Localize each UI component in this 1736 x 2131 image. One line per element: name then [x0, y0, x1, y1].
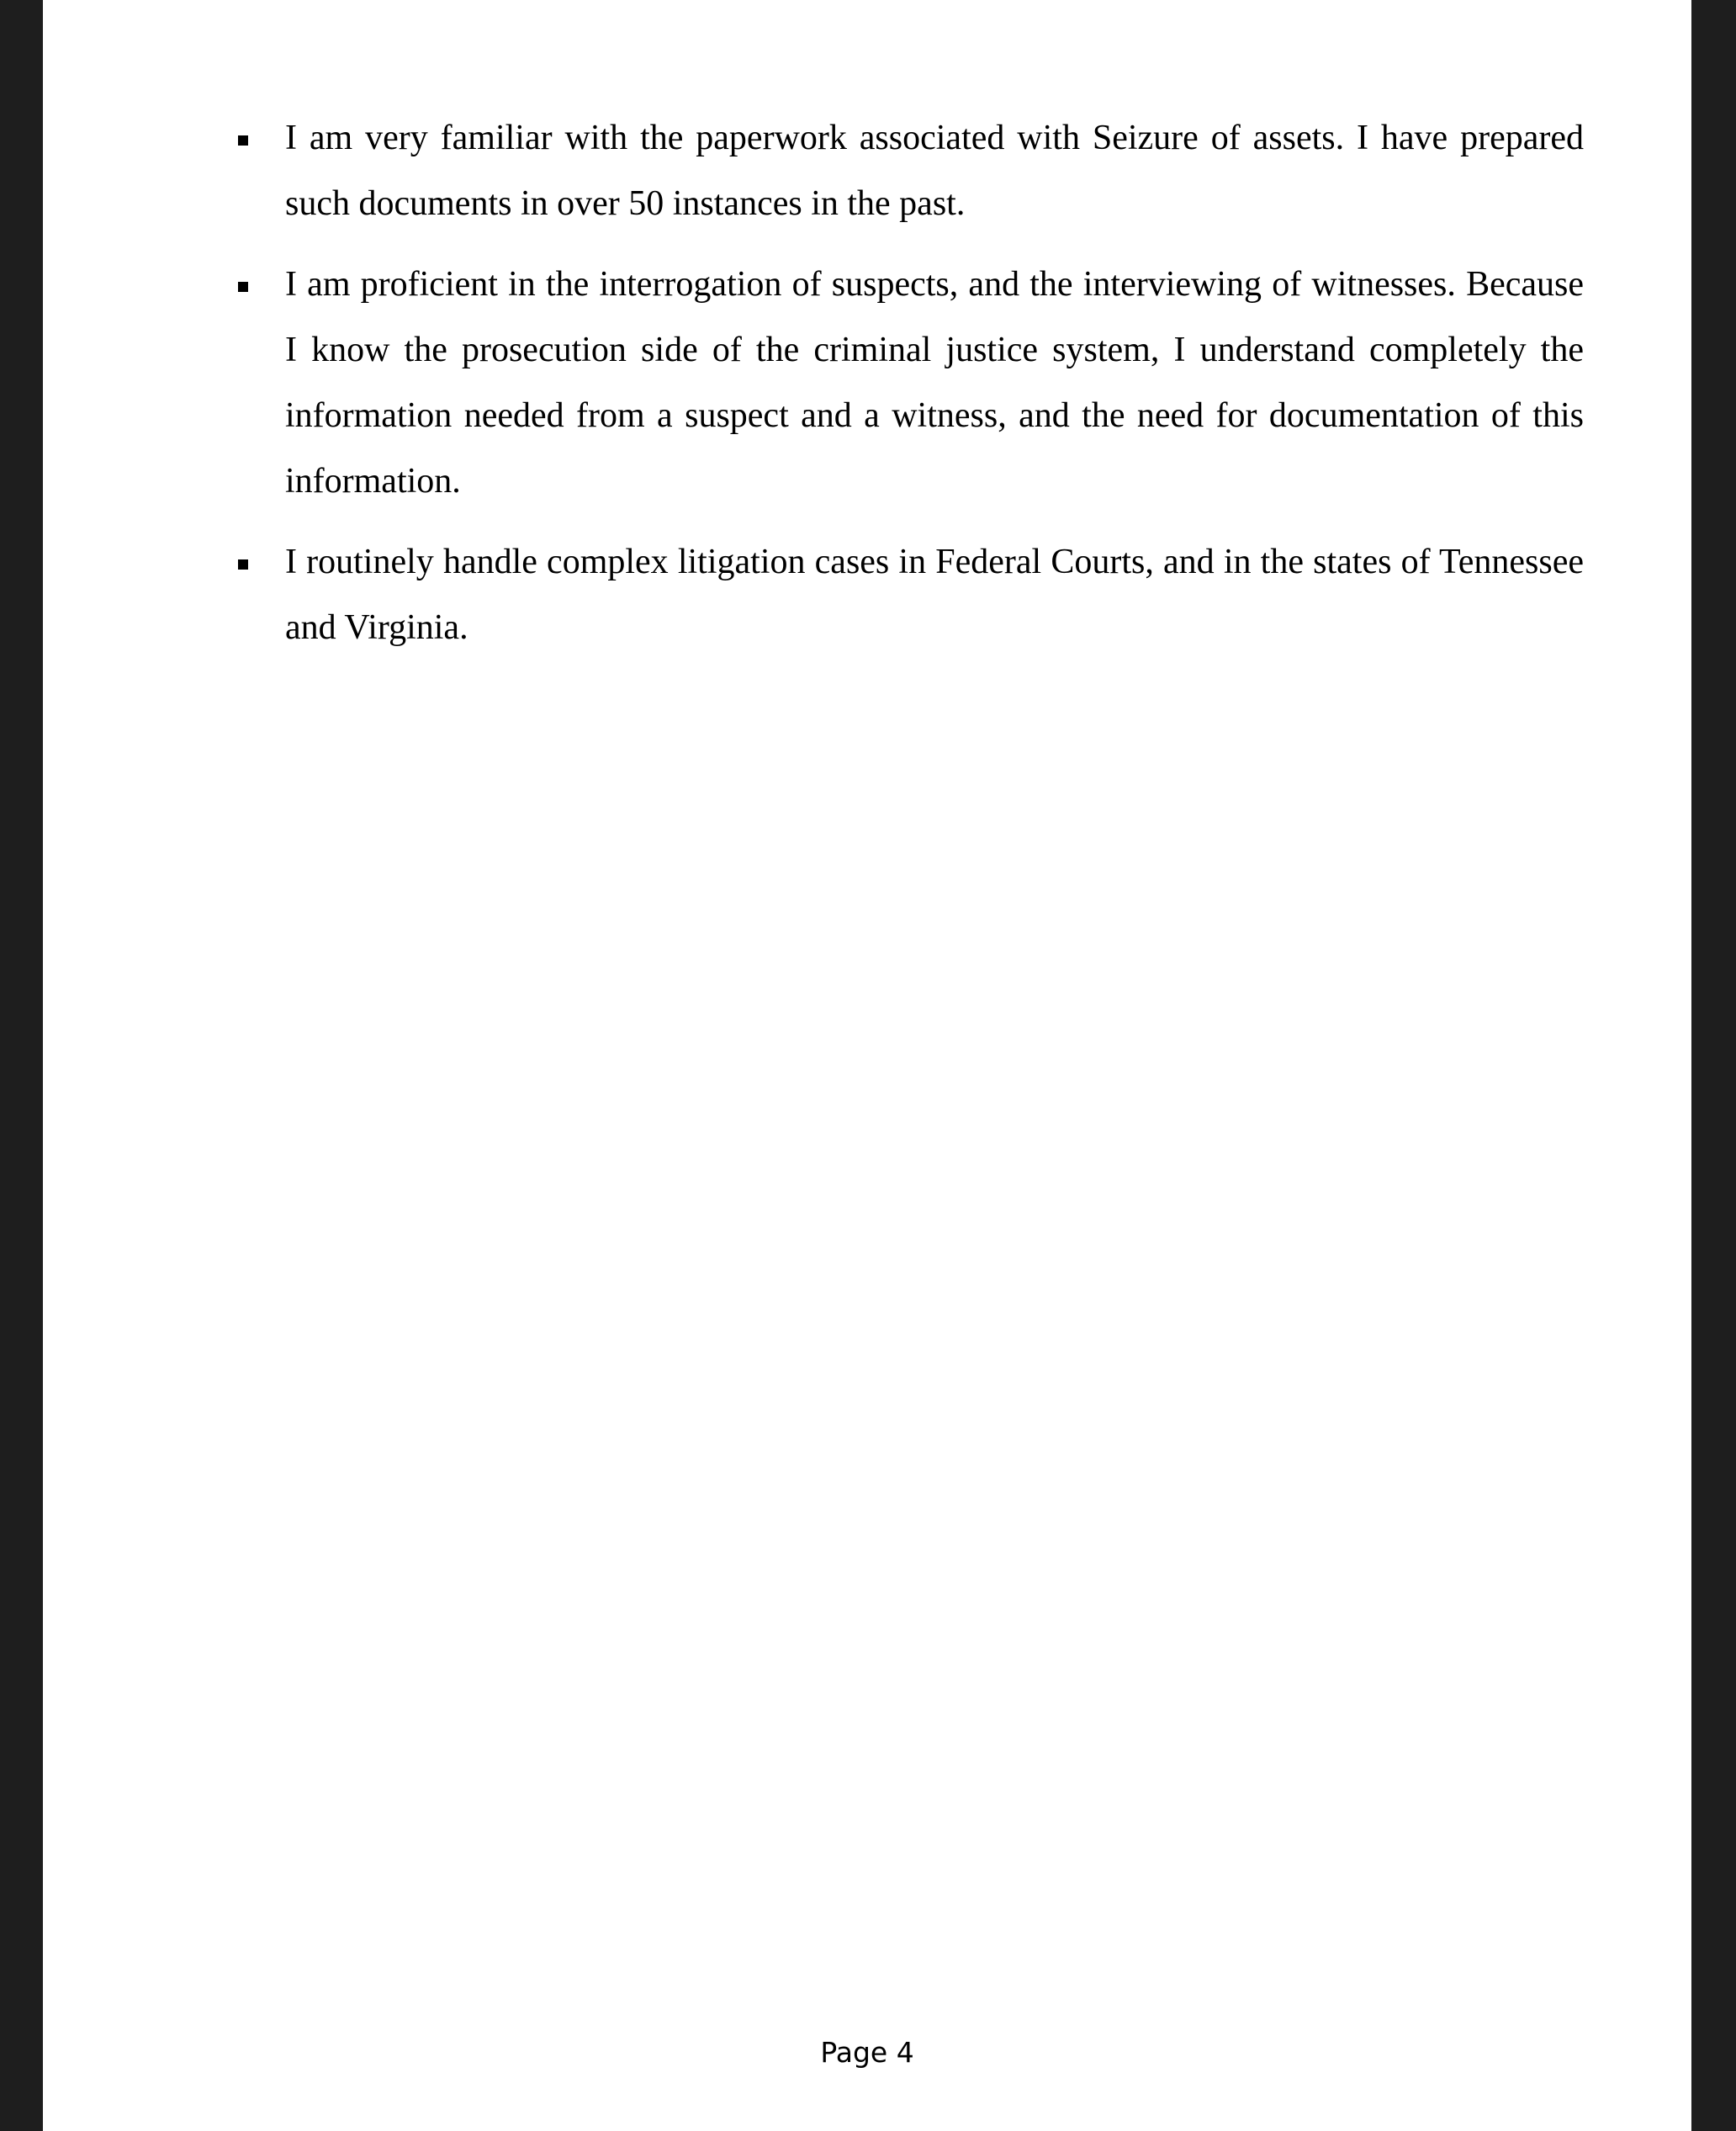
bullet-text: I am very familiar with the paperwork associated with Seizure of assets. I have prepared such documents in over 50 instances in the past.: [285, 119, 1584, 223]
bullet-text: I routinely handle complex litigation cases in Federal Courts, and in the states of Tennessee and Virginia.: [285, 543, 1584, 647]
square-bullet-icon: [238, 559, 248, 570]
list-item: [43, 105, 1691, 236]
list-item: [43, 252, 1691, 514]
bullet-list: [43, 105, 1691, 676]
document-page: [43, 0, 1691, 2131]
list-item: [43, 529, 1691, 660]
square-bullet-icon: [238, 135, 248, 146]
page-number: Page 4: [820, 2036, 914, 2069]
square-bullet-icon: [238, 282, 248, 292]
bullet-text: I am proficient in the interrogation of suspects, and the interviewing of witnesses. Because I know the prosecution side of the criminal justice system, I understand completely the information needed from a suspect and a witness, and the need for documentation of this information.: [285, 265, 1584, 501]
